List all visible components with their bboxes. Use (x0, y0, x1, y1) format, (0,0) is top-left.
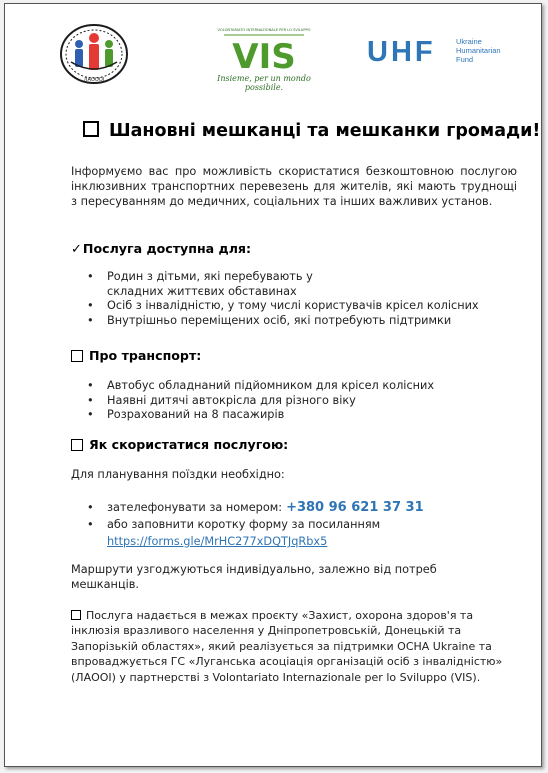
phone-number[interactable]: +380 96 621 37 31 (286, 500, 424, 515)
vis-logo (208, 24, 320, 90)
logo-bar (5, 4, 541, 94)
checkbox-icon (83, 121, 99, 137)
association-logo-text: ЛАОООІ (83, 77, 105, 83)
document-page (4, 3, 542, 767)
routes-paragraph: Маршрути узгоджуються індивідуально, залежно від потреб мешканців. (71, 563, 437, 591)
vis-logo-small-text: VOLONTARIATO INTERNAZIONALE PER LO SVILUPPO (217, 28, 311, 32)
uhf-logo-line: Ukraine (456, 37, 482, 46)
vis-logo-letters: VIS (232, 37, 296, 74)
uhf-logo-abbr: UHF (367, 36, 436, 68)
transport-list (83, 379, 488, 423)
uhf-logo-name (456, 37, 501, 64)
form-text: або заповнити коротку форму за посиланням (107, 518, 381, 531)
list-item-call (83, 499, 503, 516)
section-heading-transport (71, 348, 201, 363)
section-heading-text: Про транспорт: (89, 348, 202, 363)
form-link[interactable]: https://forms.gle/MrHC277xDQTJqRbx5 (107, 535, 328, 548)
list-item: • Осіб з інвалідністю, у тому числі користувачів крісел колісних (83, 299, 488, 314)
list-item: • Наявні дитячі автокрісла для різного віку (83, 394, 488, 409)
vis-logo-motto: Insieme, per un mondo possibile. (217, 74, 311, 92)
uhf-logo (367, 34, 517, 74)
how-to-lead: Для планування поїздки необхідно: (71, 468, 285, 481)
uhf-logo-line: Humanitarian (456, 46, 501, 55)
contact-list (83, 499, 503, 550)
list-item-form (83, 516, 503, 550)
page-title (83, 121, 540, 141)
checkmark-icon: ✓ (71, 242, 82, 257)
list-item: • Родин з дітьми, які перебувають у складних життєвих обставинах (83, 270, 337, 299)
intro-paragraph: Інформуємо вас про можливість скористатися безкоштовною послугою інклюзивних транспортних перевезень для жителів, які мають труднощі з пересуванням до медичних, соціальних та інших важливих установ. (71, 165, 517, 208)
availability-list (83, 270, 488, 329)
page-title-text: Шановні мешканці та мешканки громади! (109, 121, 541, 141)
list-item: • Внутрішньо переміщених осіб, які потребують підтримки (83, 314, 488, 329)
checkbox-icon (71, 350, 83, 362)
checkbox-icon (71, 610, 81, 620)
section-heading-how-to (71, 437, 288, 452)
list-item: • Автобус обладнаний підйомником для крісел колісних (83, 379, 488, 394)
project-info-text: Послуга надається в межах проєкту «Захист, охорона здоров'я та інклюзія вразливого населення у Дніпропетровській, Донецькій та Запорізькій областях», який реалізується за підтримки OCHA Ukraine та впроваджується ГС «Луганська асоціація організацій осіб з інвалідністю» (ЛАООІ) у партнерстві з Volontariato Internazionale per lo Sviluppo (VIS). (71, 609, 503, 684)
call-text: зателефонувати за номером: (107, 501, 283, 514)
project-info-paragraph (71, 608, 517, 685)
section-heading-availability (71, 241, 251, 257)
section-heading-text: Як скористатися послугою: (89, 437, 289, 452)
uhf-logo-line: Fund (456, 55, 474, 64)
association-logo (57, 22, 131, 88)
checkbox-icon (71, 439, 83, 451)
section-heading-text: Послуга доступна для: (82, 241, 252, 256)
list-item: • Розрахований на 8 пасажирів (83, 408, 488, 423)
